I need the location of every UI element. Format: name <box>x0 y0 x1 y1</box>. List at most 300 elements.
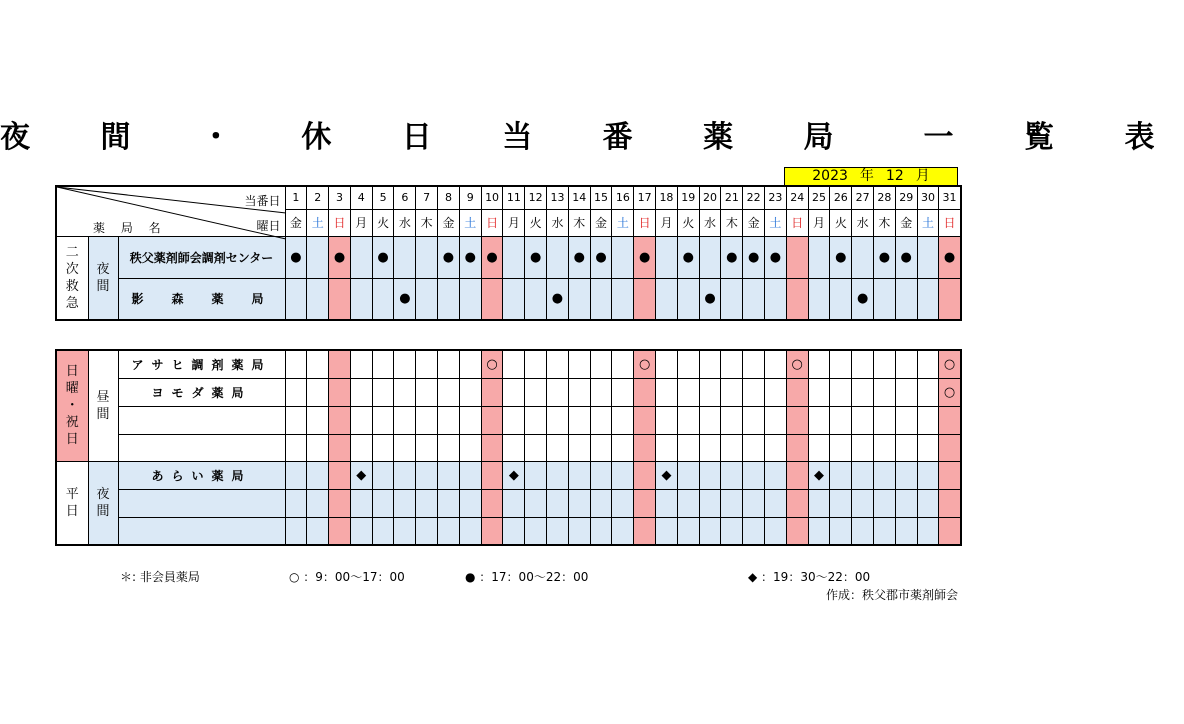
day-number-cell: 23 <box>765 186 787 209</box>
empty-day-cell <box>612 461 634 489</box>
day-number-cell: 31 <box>939 186 961 209</box>
empty-day-cell <box>438 434 460 461</box>
empty-day-cell <box>612 236 634 278</box>
empty-day-cell <box>329 278 351 320</box>
empty-day-cell <box>481 517 503 545</box>
empty-day-cell <box>459 434 481 461</box>
empty-day-cell <box>329 489 351 517</box>
empty-day-cell <box>852 461 874 489</box>
day-number-cell: 4 <box>350 186 372 209</box>
empty-day-cell <box>743 461 765 489</box>
duty-mark-cell: ● <box>285 236 307 278</box>
empty-day-cell <box>721 489 743 517</box>
empty-day-cell <box>307 461 329 489</box>
empty-day-cell <box>808 489 830 517</box>
day-number-cell: 15 <box>590 186 612 209</box>
vertical-text: 夜 間 <box>96 261 110 294</box>
empty-day-cell <box>568 406 590 434</box>
empty-day-cell <box>808 406 830 434</box>
weekday-cell: 土 <box>765 209 787 236</box>
weekday-cell: 金 <box>743 209 765 236</box>
empty-day-cell <box>372 489 394 517</box>
empty-day-cell <box>394 378 416 406</box>
weekday-night-label <box>88 461 118 545</box>
empty-day-cell <box>307 236 329 278</box>
weekday-cell: 土 <box>459 209 481 236</box>
empty-day-cell <box>547 489 569 517</box>
empty-day-cell <box>590 378 612 406</box>
empty-day-cell <box>372 461 394 489</box>
empty-day-cell <box>808 278 830 320</box>
empty-day-cell <box>830 461 852 489</box>
year-month-box <box>784 167 958 186</box>
empty-day-cell <box>634 517 656 545</box>
empty-day-cell <box>721 434 743 461</box>
secondary-emergency-label <box>56 236 88 320</box>
empty-day-cell <box>874 278 896 320</box>
empty-day-cell <box>917 461 939 489</box>
empty-day-cell <box>416 278 438 320</box>
empty-day-cell <box>350 406 372 434</box>
empty-day-cell <box>917 236 939 278</box>
empty-day-cell <box>568 489 590 517</box>
empty-day-cell <box>634 461 656 489</box>
empty-day-cell <box>895 278 917 320</box>
day-number-cell: 22 <box>743 186 765 209</box>
weekday-cell: 木 <box>721 209 743 236</box>
empty-day-cell <box>481 489 503 517</box>
empty-day-cell <box>721 406 743 434</box>
month-value: 12 <box>885 168 904 184</box>
empty-day-cell <box>721 517 743 545</box>
empty-day-cell <box>394 517 416 545</box>
empty-day-cell <box>830 489 852 517</box>
empty-day-cell <box>765 350 787 378</box>
duty-mark-cell: ● <box>525 236 547 278</box>
empty-day-cell <box>917 378 939 406</box>
empty-day-cell <box>786 278 808 320</box>
empty-day-cell <box>394 406 416 434</box>
empty-day-cell <box>503 278 525 320</box>
vertical-text: 平 日 <box>65 486 79 519</box>
empty-day-cell <box>656 434 678 461</box>
empty-day-cell <box>590 350 612 378</box>
day-number-cell: 9 <box>459 186 481 209</box>
empty-day-cell <box>329 350 351 378</box>
duty-mark-cell: ● <box>438 236 460 278</box>
empty-day-cell <box>547 517 569 545</box>
day-number-cell: 13 <box>547 186 569 209</box>
day-number-cell: 20 <box>699 186 721 209</box>
empty-day-cell <box>895 517 917 545</box>
day-number-cell: 24 <box>786 186 808 209</box>
empty-day-cell <box>939 517 961 545</box>
empty-day-cell <box>372 378 394 406</box>
pharmacy-name-cell <box>118 489 285 517</box>
day-number-cell: 14 <box>568 186 590 209</box>
pharmacy-name-cell: ヨモダ薬局 <box>118 378 285 406</box>
empty-day-cell <box>329 434 351 461</box>
empty-day-cell <box>634 489 656 517</box>
empty-day-cell <box>634 278 656 320</box>
empty-day-cell <box>634 406 656 434</box>
empty-day-cell <box>895 350 917 378</box>
empty-day-cell <box>503 236 525 278</box>
empty-day-cell <box>438 406 460 434</box>
vertical-text: 昼 間 <box>96 389 110 422</box>
duty-day-label: 当番日 <box>244 194 281 208</box>
duty-mark-cell: ○ <box>634 350 656 378</box>
empty-day-cell <box>677 434 699 461</box>
empty-day-cell <box>394 350 416 378</box>
secondary-emergency-table <box>55 185 962 321</box>
pharmacy-name-cell: 影 森 薬 局 <box>118 278 285 320</box>
empty-day-cell <box>568 350 590 378</box>
empty-day-cell <box>786 489 808 517</box>
empty-day-cell <box>808 378 830 406</box>
empty-day-cell <box>743 378 765 406</box>
empty-day-cell <box>677 406 699 434</box>
pharmacy-name-cell <box>118 434 285 461</box>
weekday-cell: 水 <box>547 209 569 236</box>
empty-day-cell <box>350 489 372 517</box>
empty-day-cell <box>612 517 634 545</box>
empty-day-cell <box>459 517 481 545</box>
duty-mark-cell: ● <box>852 278 874 320</box>
empty-day-cell <box>568 461 590 489</box>
weekday-cell: 金 <box>438 209 460 236</box>
empty-day-cell <box>699 378 721 406</box>
year-value: 2023 <box>812 168 848 184</box>
empty-day-cell <box>590 434 612 461</box>
empty-day-cell <box>830 406 852 434</box>
empty-day-cell <box>852 378 874 406</box>
empty-day-cell <box>459 489 481 517</box>
day-number-cell: 7 <box>416 186 438 209</box>
empty-day-cell <box>765 517 787 545</box>
empty-day-cell <box>525 278 547 320</box>
weekday-cell: 火 <box>525 209 547 236</box>
duty-mark-cell: ● <box>372 236 394 278</box>
empty-day-cell <box>459 461 481 489</box>
empty-day-cell <box>874 461 896 489</box>
empty-day-cell <box>874 406 896 434</box>
empty-day-cell <box>830 350 852 378</box>
empty-day-cell <box>394 489 416 517</box>
empty-day-cell <box>699 236 721 278</box>
empty-day-cell <box>350 236 372 278</box>
empty-day-cell <box>525 517 547 545</box>
empty-day-cell <box>852 434 874 461</box>
day-number-cell: 8 <box>438 186 460 209</box>
empty-day-cell <box>547 350 569 378</box>
duty-mark-cell: ● <box>721 236 743 278</box>
empty-day-cell <box>525 350 547 378</box>
empty-day-cell <box>939 278 961 320</box>
author-credit: 作成：秩父郡市薬剤師会 <box>825 588 958 602</box>
empty-day-cell <box>503 434 525 461</box>
empty-day-cell <box>917 278 939 320</box>
empty-day-cell <box>547 434 569 461</box>
duty-mark-cell: ○ <box>786 350 808 378</box>
empty-day-cell <box>503 406 525 434</box>
empty-day-cell <box>307 350 329 378</box>
pharmacy-name-cell: あらい薬局 <box>118 461 285 489</box>
empty-day-cell <box>765 406 787 434</box>
empty-day-cell <box>307 434 329 461</box>
page-title: 夜 間 ・ 休 日 当 番 薬 局 一 覧 表 <box>0 120 1184 155</box>
empty-day-cell <box>852 236 874 278</box>
duty-mark-cell: ● <box>394 278 416 320</box>
empty-day-cell <box>307 489 329 517</box>
duty-mark-cell: ● <box>874 236 896 278</box>
empty-day-cell <box>917 350 939 378</box>
empty-day-cell <box>568 378 590 406</box>
empty-day-cell <box>895 489 917 517</box>
empty-day-cell <box>481 378 503 406</box>
empty-day-cell <box>329 517 351 545</box>
empty-day-cell <box>917 517 939 545</box>
empty-day-cell <box>547 378 569 406</box>
empty-day-cell <box>568 434 590 461</box>
empty-day-cell <box>786 378 808 406</box>
empty-day-cell <box>895 406 917 434</box>
empty-day-cell <box>438 461 460 489</box>
empty-day-cell <box>416 489 438 517</box>
empty-day-cell <box>786 406 808 434</box>
day-number-cell: 27 <box>852 186 874 209</box>
empty-day-cell <box>525 434 547 461</box>
empty-day-cell <box>765 378 787 406</box>
weekday-cell: 日 <box>939 209 961 236</box>
empty-day-cell <box>765 461 787 489</box>
empty-day-cell <box>939 434 961 461</box>
weekday-cell: 土 <box>307 209 329 236</box>
empty-day-cell <box>656 378 678 406</box>
empty-day-cell <box>350 378 372 406</box>
empty-day-cell <box>656 350 678 378</box>
duty-mark-cell: ● <box>939 236 961 278</box>
empty-day-cell <box>438 378 460 406</box>
weekday-cell: 木 <box>874 209 896 236</box>
duty-mark-cell: ● <box>765 236 787 278</box>
empty-day-cell <box>677 489 699 517</box>
empty-day-cell <box>372 278 394 320</box>
empty-day-cell <box>372 406 394 434</box>
holiday-label <box>56 350 88 461</box>
empty-day-cell <box>874 517 896 545</box>
empty-day-cell <box>285 517 307 545</box>
empty-day-cell <box>481 461 503 489</box>
empty-day-cell <box>634 434 656 461</box>
empty-day-cell <box>721 461 743 489</box>
empty-day-cell <box>590 489 612 517</box>
empty-day-cell <box>874 378 896 406</box>
empty-day-cell <box>350 278 372 320</box>
empty-day-cell <box>699 406 721 434</box>
empty-day-cell <box>372 517 394 545</box>
day-number-cell: 2 <box>307 186 329 209</box>
weekday-cell: 月 <box>656 209 678 236</box>
duty-mark-cell: ● <box>481 236 503 278</box>
weekday-cell: 土 <box>917 209 939 236</box>
pharmacy-name-cell <box>118 517 285 545</box>
empty-day-cell <box>808 236 830 278</box>
empty-day-cell <box>852 489 874 517</box>
day-number-cell: 10 <box>481 186 503 209</box>
empty-day-cell <box>503 350 525 378</box>
empty-day-cell <box>677 517 699 545</box>
weekday-cell: 水 <box>852 209 874 236</box>
empty-day-cell <box>743 517 765 545</box>
empty-day-cell <box>525 378 547 406</box>
empty-day-cell <box>416 517 438 545</box>
day-number-cell: 17 <box>634 186 656 209</box>
empty-day-cell <box>590 461 612 489</box>
empty-day-cell <box>612 406 634 434</box>
weekday-cell: 水 <box>699 209 721 236</box>
pharmacy-name-cell <box>118 406 285 434</box>
empty-day-cell <box>394 434 416 461</box>
daytime-period-label <box>88 350 118 461</box>
empty-day-cell <box>438 517 460 545</box>
empty-day-cell <box>416 350 438 378</box>
duty-mark-cell: ● <box>743 236 765 278</box>
weekday-cell: 火 <box>677 209 699 236</box>
empty-day-cell <box>612 434 634 461</box>
empty-day-cell <box>830 434 852 461</box>
day-number-cell: 12 <box>525 186 547 209</box>
empty-day-cell <box>503 517 525 545</box>
duty-mark-cell: ◆ <box>503 461 525 489</box>
duty-mark-cell: ● <box>699 278 721 320</box>
empty-day-cell <box>656 236 678 278</box>
empty-day-cell <box>590 406 612 434</box>
empty-day-cell <box>852 406 874 434</box>
empty-day-cell <box>699 489 721 517</box>
weekday-cell: 日 <box>329 209 351 236</box>
empty-day-cell <box>394 461 416 489</box>
day-number-cell: 19 <box>677 186 699 209</box>
legend-evening: ● ：17：00～22：00 <box>465 570 589 584</box>
weekday-cell: 木 <box>416 209 438 236</box>
empty-day-cell <box>939 406 961 434</box>
month-unit: 月 <box>915 168 930 184</box>
empty-day-cell <box>677 461 699 489</box>
pharmacy-name-cell: アサヒ調剤薬局 <box>118 350 285 378</box>
empty-day-cell <box>699 517 721 545</box>
duty-mark-cell: ● <box>634 236 656 278</box>
empty-day-cell <box>830 517 852 545</box>
empty-day-cell <box>677 378 699 406</box>
empty-day-cell <box>677 278 699 320</box>
empty-day-cell <box>699 461 721 489</box>
empty-day-cell <box>786 236 808 278</box>
weekday-cell: 木 <box>568 209 590 236</box>
empty-day-cell <box>786 434 808 461</box>
weekday-cell: 水 <box>394 209 416 236</box>
empty-day-cell <box>416 236 438 278</box>
empty-day-cell <box>481 278 503 320</box>
empty-day-cell <box>677 350 699 378</box>
duty-mark-cell: ● <box>895 236 917 278</box>
weekday-cell: 土 <box>612 209 634 236</box>
duty-mark-cell: ● <box>459 236 481 278</box>
empty-day-cell <box>656 517 678 545</box>
empty-day-cell <box>743 278 765 320</box>
day-number-cell: 26 <box>830 186 852 209</box>
table-header-diagonal-cell <box>56 186 285 236</box>
empty-day-cell <box>939 489 961 517</box>
duty-mark-cell: ● <box>547 278 569 320</box>
empty-day-cell <box>481 434 503 461</box>
empty-day-cell <box>525 406 547 434</box>
empty-day-cell <box>350 434 372 461</box>
empty-day-cell <box>416 378 438 406</box>
duty-mark-cell: ● <box>677 236 699 278</box>
empty-day-cell <box>786 517 808 545</box>
empty-day-cell <box>459 378 481 406</box>
weekday-cell: 火 <box>372 209 394 236</box>
empty-day-cell <box>285 278 307 320</box>
duty-mark-cell: ◆ <box>350 461 372 489</box>
weekday-cell: 月 <box>503 209 525 236</box>
weekday-cell: 火 <box>830 209 852 236</box>
night-period-label <box>88 236 118 320</box>
empty-day-cell <box>874 489 896 517</box>
empty-day-cell <box>699 434 721 461</box>
empty-day-cell <box>416 461 438 489</box>
weekday-label-cell <box>56 461 88 545</box>
empty-day-cell <box>438 489 460 517</box>
vertical-text: 二 次 救 急 <box>65 244 79 311</box>
empty-day-cell <box>917 434 939 461</box>
empty-day-cell <box>547 461 569 489</box>
empty-day-cell <box>307 517 329 545</box>
empty-day-cell <box>765 434 787 461</box>
day-number-cell: 1 <box>285 186 307 209</box>
empty-day-cell <box>285 434 307 461</box>
duty-mark-cell: ● <box>568 236 590 278</box>
empty-day-cell <box>350 517 372 545</box>
empty-day-cell <box>438 278 460 320</box>
empty-day-cell <box>416 434 438 461</box>
weekday-label: 曜日 <box>256 219 281 233</box>
empty-day-cell <box>372 350 394 378</box>
duty-mark-cell: ○ <box>939 350 961 378</box>
empty-day-cell <box>329 378 351 406</box>
empty-day-cell <box>634 378 656 406</box>
day-number-cell: 21 <box>721 186 743 209</box>
empty-day-cell <box>765 278 787 320</box>
day-number-cell: 29 <box>895 186 917 209</box>
holiday-weekday-table <box>55 349 962 546</box>
empty-day-cell <box>721 350 743 378</box>
empty-day-cell <box>939 461 961 489</box>
day-number-cell: 25 <box>808 186 830 209</box>
empty-day-cell <box>786 461 808 489</box>
empty-day-cell <box>721 278 743 320</box>
weekday-cell: 日 <box>786 209 808 236</box>
empty-day-cell <box>808 434 830 461</box>
day-number-cell: 3 <box>329 186 351 209</box>
weekday-cell: 金 <box>590 209 612 236</box>
empty-day-cell <box>547 236 569 278</box>
empty-day-cell <box>416 406 438 434</box>
empty-day-cell <box>917 406 939 434</box>
empty-day-cell <box>895 378 917 406</box>
weekday-cell: 日 <box>481 209 503 236</box>
